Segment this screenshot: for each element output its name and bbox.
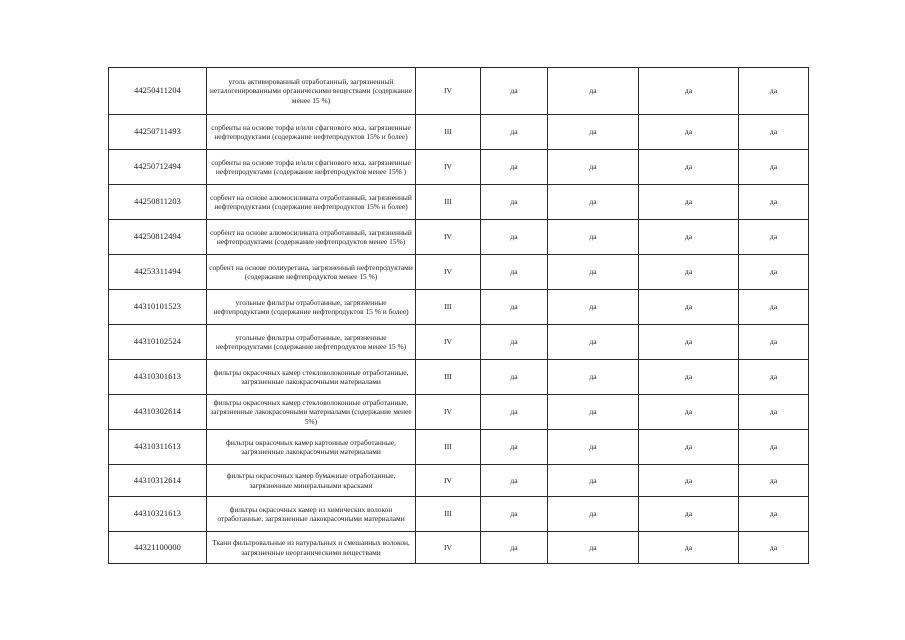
table-row: [109, 220, 809, 255]
permission-cell: да: [481, 395, 548, 430]
permission-cell: да: [739, 465, 809, 497]
hazard-class-cell: IV: [416, 150, 481, 185]
waste-code-cell: 44310101523: [109, 290, 207, 325]
waste-name-cell: сорбент на основе полиуретана, загрязненный нефтепродуктами (содержание нефтепродуктов менее 15 %): [207, 255, 416, 290]
waste-code-cell: 44310311613: [109, 430, 207, 465]
permission-cell: да: [739, 532, 809, 564]
waste-code-cell: 44310301613: [109, 360, 207, 395]
permission-cell: да: [548, 290, 639, 325]
table-row: [109, 150, 809, 185]
waste-name-cell: угольные фильтры отработанные, загрязненные нефтепродуктами (содержание нефтепродуктов 15 % и более): [207, 290, 416, 325]
permission-cell: да: [548, 497, 639, 532]
hazard-class-cell: IV: [416, 220, 481, 255]
permission-cell: да: [481, 497, 548, 532]
permission-cell: да: [639, 465, 739, 497]
permission-cell: да: [548, 395, 639, 430]
waste-code-cell: 44250711493: [109, 115, 207, 150]
permission-cell: да: [481, 220, 548, 255]
permission-cell: да: [639, 325, 739, 360]
waste-code-cell: 44310312614: [109, 465, 207, 497]
waste-code-cell: 44250411204: [109, 68, 207, 115]
hazard-class-cell: IV: [416, 325, 481, 360]
permission-cell: да: [739, 360, 809, 395]
table-row: [109, 395, 809, 430]
waste-code-cell: 44250811203: [109, 185, 207, 220]
permission-cell: да: [548, 255, 639, 290]
waste-name-cell: угольные фильтры отработанные, загрязненные нефтепродуктами (содержание нефтепродуктов менее 15 %): [207, 325, 416, 360]
table-row: [109, 430, 809, 465]
permission-cell: да: [639, 360, 739, 395]
table-row: [109, 360, 809, 395]
permission-cell: да: [481, 325, 548, 360]
hazard-class-cell: III: [416, 115, 481, 150]
permission-cell: да: [739, 68, 809, 115]
waste-name-cell: сорбент на основе алюмосиликата отработанный, загрязненный нефтепродуктами (содержание нефтепродуктов 15% и более): [207, 185, 416, 220]
permission-cell: да: [481, 532, 548, 564]
permission-cell: да: [739, 220, 809, 255]
hazard-class-cell: III: [416, 360, 481, 395]
permission-cell: да: [481, 68, 548, 115]
waste-name-cell: сорбенты на основе торфа и/или сфагнового мха, загрязненные нефтепродуктами (содержание нефтепродуктов 15% и более): [207, 115, 416, 150]
table-row: [109, 532, 809, 564]
permission-cell: да: [739, 497, 809, 532]
permission-cell: да: [739, 255, 809, 290]
permission-cell: да: [639, 115, 739, 150]
waste-code-cell: 44253311494: [109, 255, 207, 290]
waste-code-cell: 44250812494: [109, 220, 207, 255]
permission-cell: да: [481, 255, 548, 290]
waste-name-cell: фильтры окрасочных камер из химических волокон отработанные, загрязненные лакокрасочными материалами: [207, 497, 416, 532]
permission-cell: да: [639, 220, 739, 255]
waste-code-cell: 44250712494: [109, 150, 207, 185]
permission-cell: да: [639, 185, 739, 220]
permission-cell: да: [739, 395, 809, 430]
hazard-class-cell: IV: [416, 465, 481, 497]
permission-cell: да: [481, 185, 548, 220]
table-row: [109, 497, 809, 532]
permission-cell: да: [639, 255, 739, 290]
table-body: [109, 68, 809, 564]
hazard-class-cell: III: [416, 430, 481, 465]
permission-cell: да: [548, 360, 639, 395]
table-row: [109, 290, 809, 325]
hazard-class-cell: IV: [416, 532, 481, 564]
table-row: [109, 465, 809, 497]
table-row: [109, 68, 809, 115]
waste-code-cell: 44321100000: [109, 532, 207, 564]
permission-cell: да: [481, 465, 548, 497]
hazard-class-cell: III: [416, 290, 481, 325]
permission-cell: да: [481, 430, 548, 465]
permission-cell: да: [548, 115, 639, 150]
hazard-class-cell: IV: [416, 255, 481, 290]
permission-cell: да: [639, 395, 739, 430]
hazard-class-cell: III: [416, 185, 481, 220]
permission-cell: да: [639, 532, 739, 564]
permission-cell: да: [548, 185, 639, 220]
permission-cell: да: [481, 150, 548, 185]
table-row: [109, 255, 809, 290]
permission-cell: да: [481, 290, 548, 325]
permission-cell: да: [739, 430, 809, 465]
waste-name-cell: фильтры окрасочных камер бумажные отработанные, загрязненные минеральными красками: [207, 465, 416, 497]
permission-cell: да: [481, 115, 548, 150]
table-row: [109, 325, 809, 360]
permission-cell: да: [739, 290, 809, 325]
table-row: [109, 185, 809, 220]
permission-cell: да: [639, 68, 739, 115]
waste-name-cell: фильтры окрасочных камер стекловолоконные отработанные, загрязненные лакокрасочными материалами (содержание менее 5%): [207, 395, 416, 430]
table-row: [109, 115, 809, 150]
permission-cell: да: [548, 430, 639, 465]
permission-cell: да: [481, 360, 548, 395]
permission-cell: да: [639, 290, 739, 325]
waste-code-cell: 44310102524: [109, 325, 207, 360]
permission-cell: да: [739, 115, 809, 150]
permission-cell: да: [548, 532, 639, 564]
waste-code-cell: 44310321613: [109, 497, 207, 532]
permission-cell: да: [548, 465, 639, 497]
permission-cell: да: [548, 68, 639, 115]
waste-classification-table: [108, 67, 809, 564]
permission-cell: да: [739, 185, 809, 220]
permission-cell: да: [739, 150, 809, 185]
hazard-class-cell: IV: [416, 395, 481, 430]
permission-cell: да: [739, 325, 809, 360]
permission-cell: да: [548, 220, 639, 255]
permission-cell: да: [548, 325, 639, 360]
hazard-class-cell: III: [416, 497, 481, 532]
waste-name-cell: фильтры окрасочных камер картонные отработанные, загрязненные лакокрасочными материалами: [207, 430, 416, 465]
waste-code-cell: 44310302614: [109, 395, 207, 430]
permission-cell: да: [639, 430, 739, 465]
permission-cell: да: [639, 150, 739, 185]
permission-cell: да: [548, 150, 639, 185]
waste-name-cell: фильтры окрасочных камер стекловолоконные отработанные, загрязненные лакокрасочными материалами: [207, 360, 416, 395]
waste-name-cell: Ткани фильтровальные из натуральных и смешанных волокон, загрязненные неорганическими веществами: [207, 532, 416, 564]
waste-name-cell: уголь активированный отработанный, загрязненный неталогенированными органическими веществами (содержание менее 15 %): [207, 68, 416, 115]
waste-name-cell: сорбенты на основе торфа и/или сфагнового мха, загрязненные нефтепродуктами (содержание нефтепродуктов менее 15% ): [207, 150, 416, 185]
hazard-class-cell: IV: [416, 68, 481, 115]
waste-name-cell: сорбент на основе алюмосиликата отработанный, загрязненный нефтепродуктами (содержание нефтепродуктов менее 15%): [207, 220, 416, 255]
permission-cell: да: [639, 497, 739, 532]
